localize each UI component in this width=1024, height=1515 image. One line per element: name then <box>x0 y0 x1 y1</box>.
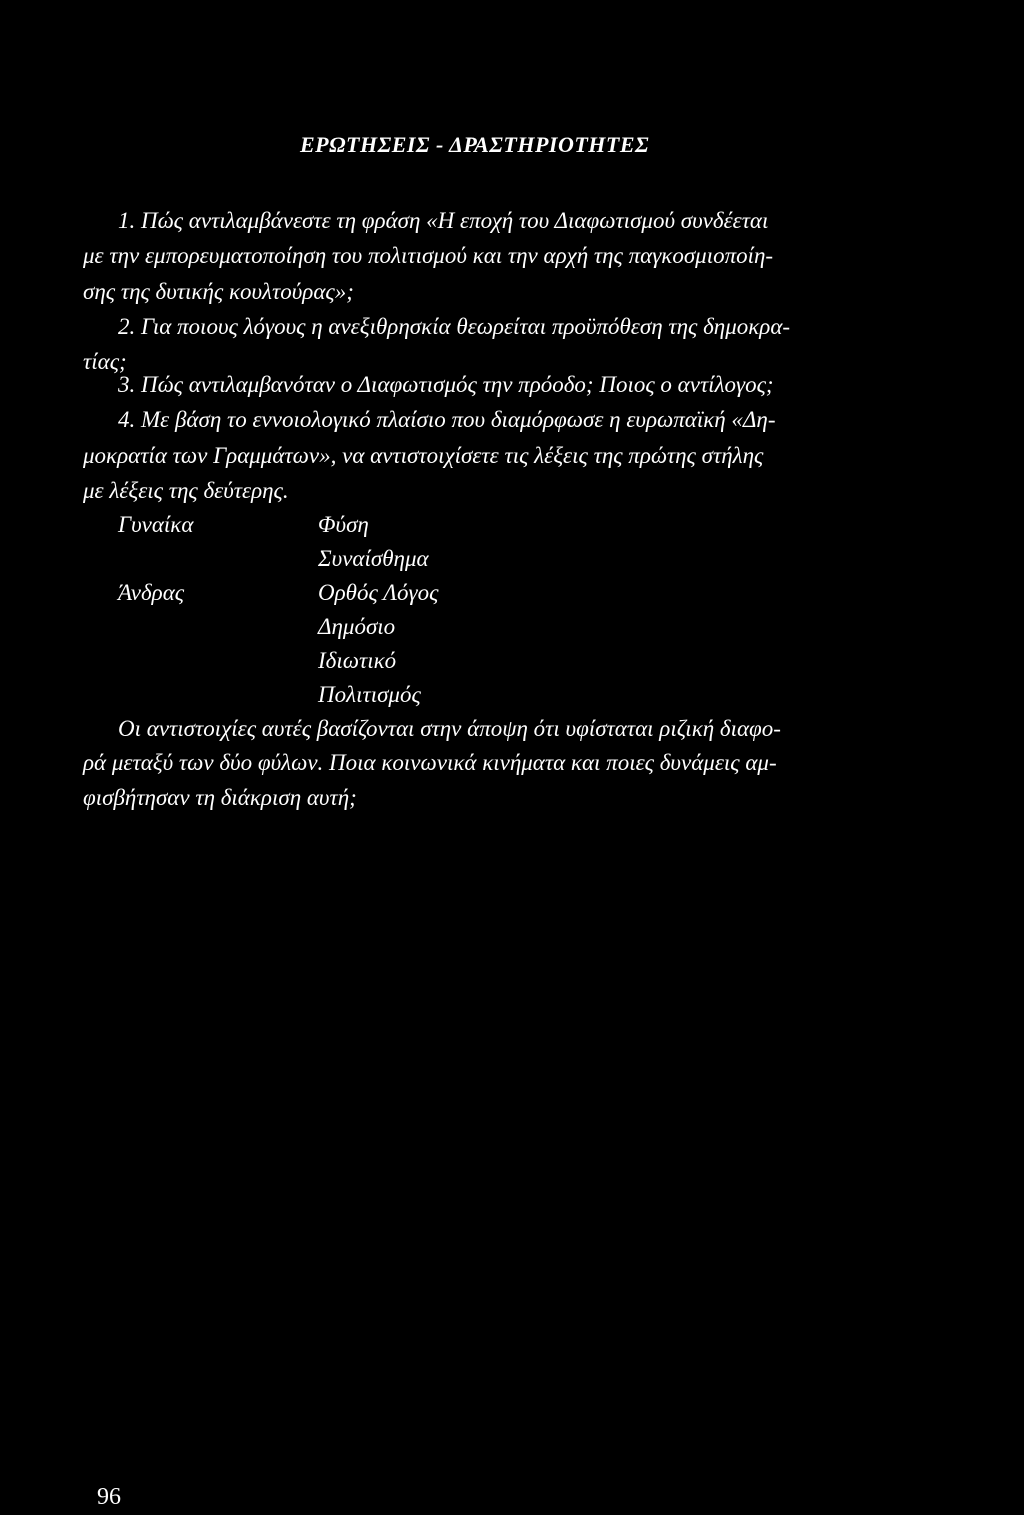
question-text-line: 4. Με βάση το εννοιολογικό πλαίσιο που διαμόρφωσε η ευρωπαϊκή «Δη- <box>118 407 776 432</box>
right-column-word: Συναίσθημα <box>318 546 429 571</box>
left-column-word: Γυναίκα <box>118 512 194 537</box>
question-text-line: τίας; <box>83 349 127 374</box>
right-column-word: Ορθός Λόγος <box>318 580 439 605</box>
question-text-line: με λέξεις της δεύτερης. <box>83 478 289 503</box>
question-text-line: 3. Πώς αντιλαμβανόταν ο Διαφωτισμός την πρόοδο; Ποιος ο αντίλογος; <box>118 372 774 397</box>
page-number: 96 <box>97 1484 121 1510</box>
closing-text-line: φισβήτησαν τη διάκριση αυτή; <box>83 785 357 810</box>
right-column-word: Φύση <box>318 512 369 537</box>
left-column-word: Άνδρας <box>118 580 185 605</box>
right-column-word: Πολιτισμός <box>318 682 421 707</box>
question-text-line: 1. Πώς αντιλαμβάνεστε τη φράση «Η εποχή του Διαφωτισμού συνδέεται <box>118 208 769 233</box>
question-text-line: 2. Για ποιους λόγους η ανεξιθρησκία θεωρείται προϋπόθεση της δημοκρα- <box>118 314 791 339</box>
closing-text-line: ρά μεταξύ των δύο φύλων. Ποια κοινωνικά κινήματα και ποιες δυνάμεις αμ- <box>83 750 777 775</box>
closing-text-line: Οι αντιστοιχίες αυτές βασίζονται στην άποψη ότι υφίσταται ριζική διαφο- <box>118 716 781 741</box>
question-text-line: μοκρατία των Γραμμάτων», να αντιστοιχίσετε τις λέξεις της πρώτης στήλης <box>83 443 764 468</box>
question-text-line: με την εμπορευματοποίηση του πολιτισμού και την αρχή της παγκοσμιοποίη- <box>83 243 774 268</box>
question-text-line: σης της δυτικής κουλτούρας»; <box>83 279 354 304</box>
page-title: ΕΡΩΤΗΣΕΙΣ - ΔΡΑΣΤΗΡΙΟΤΗΤΕΣ <box>300 132 650 157</box>
right-column-word: Δημόσιο <box>318 614 396 639</box>
right-column-word: Ιδιωτικό <box>318 648 397 673</box>
